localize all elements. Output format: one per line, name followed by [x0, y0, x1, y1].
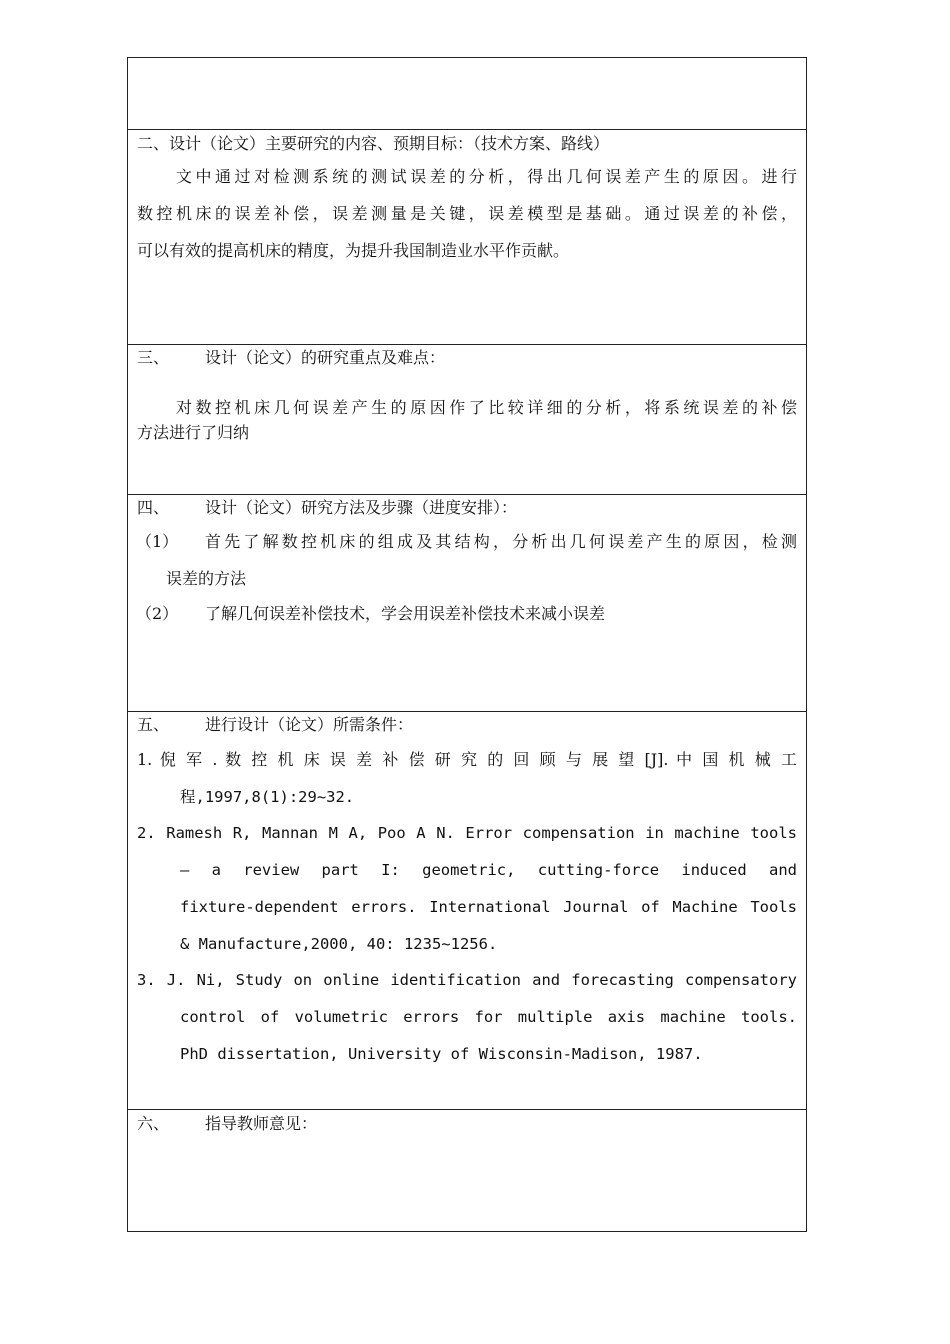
section-key-difficulties	[128, 344, 806, 494]
section-required-conditions	[128, 711, 806, 1109]
section-title: 指导教师意见：	[205, 1114, 318, 1133]
reference-line: — a review part I: geometric, cutting-force induced and	[180, 861, 797, 879]
reference-line: 3. J. Ni, Study on online identification and forecasting compensatory	[137, 971, 797, 989]
proposal-form-table	[127, 57, 807, 1232]
list-item-text: 了解几何误差补偿技术，学会用误差补偿技术来减小误差	[205, 604, 606, 623]
section-heading	[137, 498, 797, 518]
section-heading: 二、设计（论文）主要研究的内容、预期目标：（技术方案、路线）	[137, 134, 610, 153]
list-item-text: 首先了解数控机床的组成及其结构，分析出几何误差产生的原因，检测	[205, 532, 797, 551]
section-heading	[137, 715, 797, 735]
reference-line: 程,1997,8(1):29~32.	[180, 788, 355, 806]
reference-line: fixture-dependent errors. International Journal of Machine Tools	[180, 898, 797, 916]
section-number: 六、	[137, 1114, 170, 1133]
reference-line: 1. 倪 军 . 数 控 机 床 误 差 补 偿 研 究 的 回 顾 与 展 望 [J]. 中 国 机 械 工	[137, 750, 797, 769]
section-number: 四、	[137, 498, 170, 517]
reference-line: 2. Ramesh R, Mannan M A, Poo A N. Error compensation in machine tools	[137, 824, 797, 842]
section-title: 进行设计（论文）所需条件：	[205, 715, 414, 734]
paragraph-line: 数控机床的误差补偿，误差测量是关键，误差模型是基础。通过误差的补偿，	[137, 204, 797, 223]
section-number: 五、	[137, 715, 170, 734]
section-blank-top	[128, 58, 806, 129]
reference-line: control of volumetric errors for multiple axis machine tools.	[180, 1008, 797, 1026]
section-title: 设计（论文）研究方法及步骤（进度安排）：	[205, 498, 518, 517]
section-methods-steps	[128, 494, 806, 711]
paragraph-line: 方法进行了归纳	[137, 423, 250, 442]
reference-line: & Manufacture,2000, 40: 1235~1256.	[180, 935, 498, 953]
section-title: 设计（论文）的研究重点及难点：	[205, 348, 446, 367]
section-advisor-opinion	[128, 1109, 806, 1232]
item-number: （2）	[136, 604, 179, 623]
reference-line: PhD dissertation, University of Wisconsin-Madison, 1987.	[180, 1045, 703, 1063]
paragraph-line: 可以有效的提高机床的精度，为提升我国制造业水平作贡献。	[137, 241, 570, 260]
item-number: （1）	[136, 532, 179, 551]
paragraph-line: 文中通过对检测系统的测试误差的分析，得出几何误差产生的原因。进行	[176, 167, 797, 186]
section-number: 三、	[137, 348, 170, 367]
section-heading	[137, 348, 797, 368]
list-item-text: 误差的方法	[166, 569, 247, 588]
section-research-content	[128, 129, 806, 344]
section-heading	[137, 1114, 797, 1134]
paragraph-line: 对数控机床几何误差产生的原因作了比较详细的分析，将系统误差的补偿	[176, 398, 797, 417]
